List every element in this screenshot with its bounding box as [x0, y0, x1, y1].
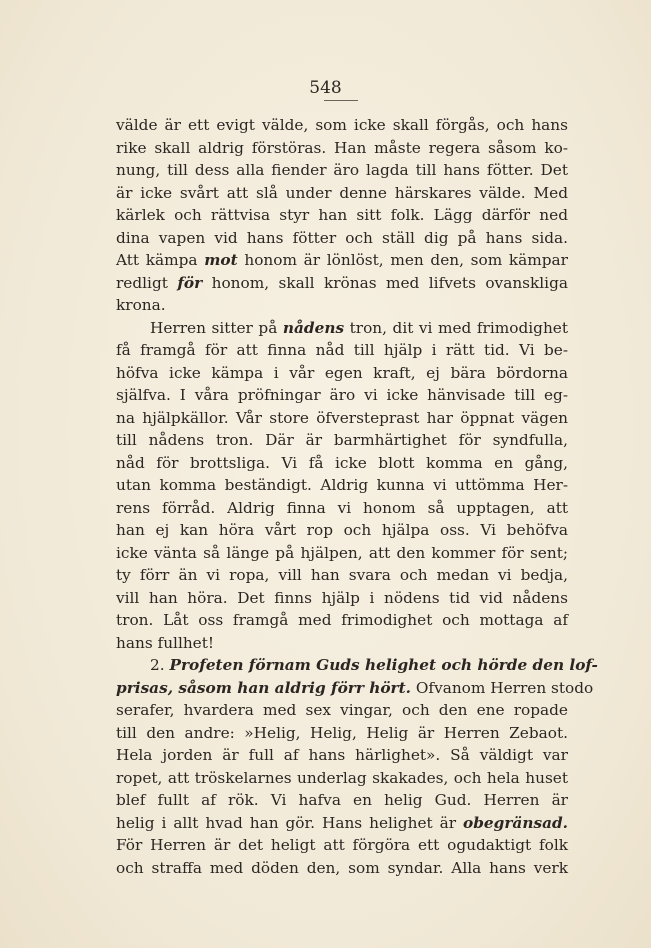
text-line: krona. — [116, 296, 166, 314]
paragraph-start: 2. Profeten förnam Guds helighet och hörde den lof- — [150, 656, 598, 674]
emphasis: för — [177, 273, 203, 292]
text-line: ropet, att tröskelarnes underlag skakades, och hela huset — [116, 768, 568, 787]
body-text — [116, 114, 598, 879]
text-line: hans fullhet! — [116, 633, 215, 652]
text-line: och straffa med döden den, som syndar. Alla hans verk — [116, 858, 568, 877]
emphasis: nådens — [282, 318, 345, 337]
text-line: själfva. I våra pröfningar äro vi icke hänvisade till eg- — [116, 386, 568, 404]
text-line: na hjälpkällor. Vår store öfversteprast har öppnat vägen — [116, 408, 568, 427]
text-line: prisas, såsom han aldrig förr hört. Ofvanom Herren stodo — [116, 678, 594, 697]
emphasis: obegränsad. — [463, 813, 568, 832]
text-line: kärlek och rättvisa styr han sitt folk. Lägg därför ned — [116, 206, 568, 224]
text-line: blef fullt af rök. Vi hafva en helig Gud. Herren är — [116, 791, 568, 809]
text-line: För Herren är det heligt att förgöra ett ogudaktigt folk — [116, 836, 568, 854]
text-line: höfva icke kämpa i vår egen kraft, ej bära bördorna — [116, 363, 568, 382]
text-line: till den andre: »Helig, Helig, Helig är Herren Zebaot. — [116, 723, 568, 742]
text-line: dina vapen vid hans fötter och ställ dig på hans sida. — [116, 228, 568, 247]
page-number: 548 — [309, 78, 342, 98]
text-line: rike skall aldrig förstöras. Han måste regera såsom ko- — [116, 138, 568, 157]
text-line: nåd för brottsliga. Vi få icke blott komma en gång, — [116, 453, 568, 472]
text-line: icke vänta så länge på hjälpen, att den kommer för sent; — [116, 543, 568, 562]
text-line: utan komma beständigt. Aldrig kunna vi uttömma Her- — [116, 476, 568, 494]
text-line: helig i allt hvad han gör. Hans helighet är obegränsad. — [116, 813, 568, 832]
text-line: rens förråd. Aldrig finna vi honom så upptagen, att — [116, 498, 568, 517]
emphasis: mot — [204, 251, 238, 269]
text-line: Att kämpa mot honom är lönlöst, men den, som kämpar — [116, 251, 568, 269]
paragraph-start: Herren sitter på nådens tron, dit vi med frimodighet — [150, 318, 568, 337]
text-line: vill han höra. Det finns hjälp i nödens tid vid nådens — [116, 588, 568, 607]
text-line: till nådens tron. Där är barmhärtighet för syndfulla, — [116, 431, 568, 449]
text-line: han ej kan höra vårt rop och hjälpa oss. Vi behöfva — [116, 521, 568, 539]
section-heading: prisas, såsom han aldrig förr hört. — [116, 678, 411, 697]
text-line: tron. Låt oss framgå med frimodighet och mottaga af — [116, 611, 568, 629]
text-line: ty förr än vi ropa, vill han svara och medan vi bedja, — [116, 566, 568, 584]
section-heading: Profeten förnam Guds helighet och hörde den lof- — [169, 656, 598, 674]
text-line: få framgå för att finna nåd till hjälp i rätt tid. Vi be- — [116, 341, 568, 359]
text-line: nung, till dess alla fiender äro lagda till hans fötter. Det — [116, 161, 568, 179]
text-line: Hela jorden är full af hans härlighet». Så väldigt var — [116, 746, 568, 764]
text-line: välde är ett evigt välde, som icke skall förgås, och hans — [116, 116, 568, 134]
text-line: är icke svårt att slå under denne härskares välde. Med — [116, 183, 568, 202]
page-number-underline — [324, 100, 358, 101]
text-line: serafer, hvardera med sex vingar, och den ene ropade — [116, 701, 568, 719]
text-line: redligt för honom, skall krönas med lifvets ovanskliga — [116, 273, 568, 292]
